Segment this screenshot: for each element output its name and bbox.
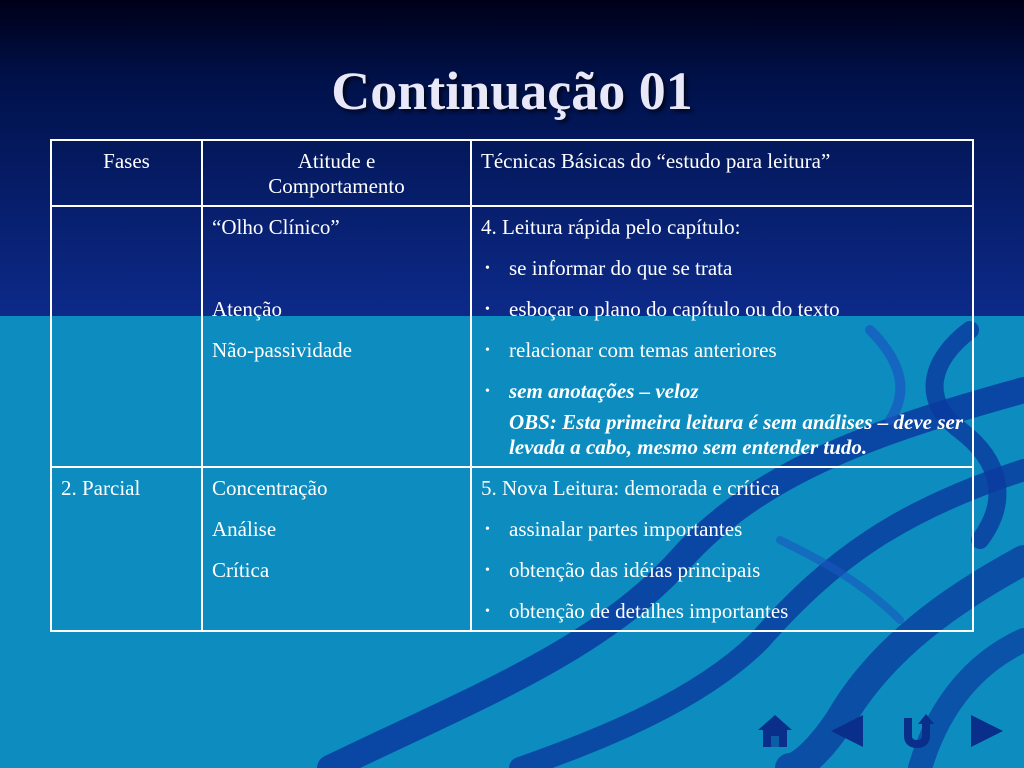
- return-icon: [898, 712, 936, 750]
- table-header-row: [51, 140, 973, 206]
- attitude-nao-passividade: Não-passividade: [212, 338, 352, 362]
- list-item: • assinalar partes importantes: [485, 517, 743, 541]
- bullet-icon: •: [485, 343, 490, 358]
- list-item: • esboçar o plano do capítulo ou do texto: [485, 297, 840, 321]
- slide-title: Continuação 01: [331, 61, 693, 121]
- previous-icon: [828, 712, 866, 750]
- attitude-analise: Análise: [212, 517, 277, 541]
- header-atitude-line1: Atitude e: [297, 149, 376, 173]
- attitude-atencao: Atenção: [212, 297, 282, 321]
- table-row: [51, 467, 973, 631]
- technique-title: 5. Nova Leitura: demorada e crítica: [481, 476, 780, 500]
- attitude-olho-clinico: “Olho Clínico”: [212, 215, 340, 239]
- list-item: • relacionar com temas anteriores: [485, 338, 777, 362]
- table-row: [51, 206, 973, 467]
- row1-fase: [51, 206, 202, 467]
- bullet-icon: •: [485, 261, 490, 276]
- bullet-icon: •: [485, 302, 490, 317]
- home-icon: [756, 712, 794, 750]
- list-item: • se informar do que se trata: [485, 256, 733, 280]
- list-item: • obtenção das idéias principais: [485, 558, 761, 582]
- header-atitude: [202, 140, 471, 206]
- row1-techniques: [471, 206, 973, 467]
- row2-fase: 2. Parcial: [51, 467, 202, 631]
- previous-button[interactable]: [828, 712, 866, 750]
- technique-title: 4. Leitura rápida pelo capítulo:: [481, 215, 741, 239]
- attitude-critica: Crítica: [212, 558, 270, 582]
- header-atitude-line2: Comportamento: [268, 174, 405, 198]
- bullet-icon: •: [485, 563, 490, 578]
- bullet-icon: •: [485, 384, 490, 399]
- bullet-list: [481, 517, 963, 624]
- row2-techniques: [471, 467, 973, 631]
- list-item: • sem anotações – veloz: [485, 379, 699, 403]
- bullet-list: [481, 256, 963, 404]
- return-button[interactable]: [898, 712, 936, 750]
- list-item: • obtenção de detalhes importantes: [485, 599, 789, 623]
- obs-note: OBS: Esta primeira leitura é sem análises – deve ser levada a cabo, mesmo sem entender tudo.: [509, 410, 963, 459]
- row1-attitudes: [202, 206, 471, 467]
- header-fases: Fases: [51, 140, 202, 206]
- next-icon: [968, 712, 1006, 750]
- phases-table: [50, 139, 974, 632]
- home-button[interactable]: [756, 712, 794, 750]
- header-tecnicas: Técnicas Básicas do “estudo para leitura”: [471, 140, 973, 206]
- next-button[interactable]: [968, 712, 1006, 750]
- bullet-icon: •: [485, 522, 490, 537]
- attitude-concentracao: Concentração: [212, 476, 328, 500]
- bullet-icon: •: [485, 604, 490, 619]
- row2-attitudes: [202, 467, 471, 631]
